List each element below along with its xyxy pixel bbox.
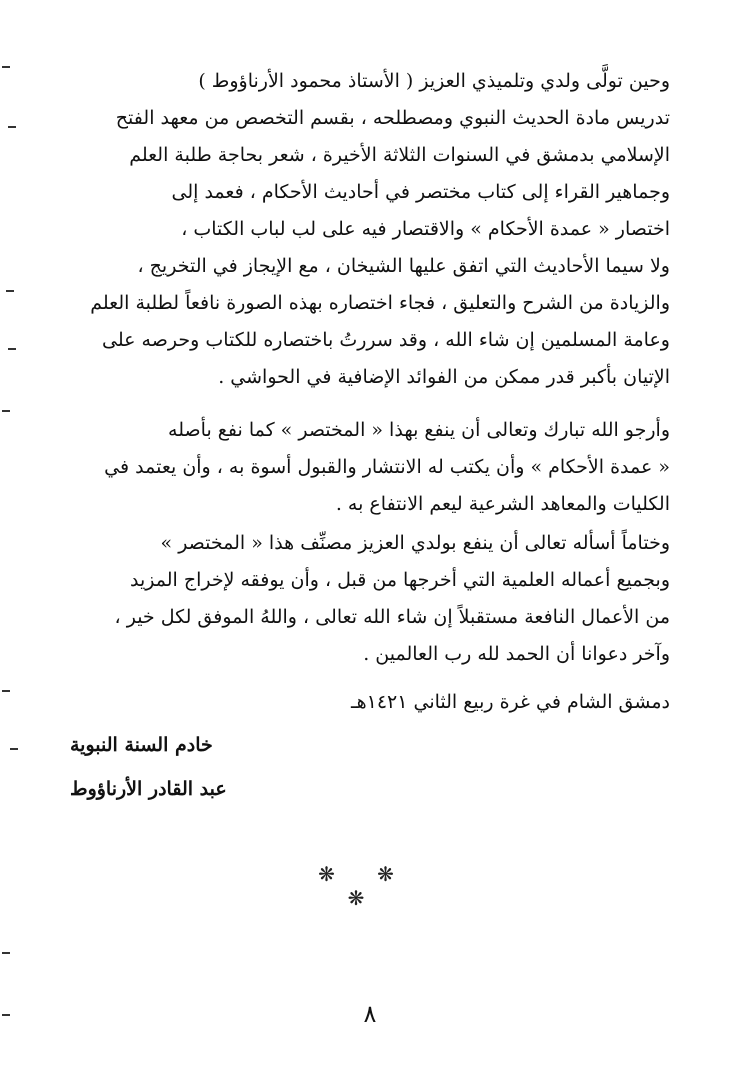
scan-edge-mark — [2, 1014, 10, 1016]
text-line: وختاماً أسأله تعالى أن ينفع بولدي العزيز مصنِّف هذا « المختصر » — [160, 532, 670, 554]
text-line: والزيادة من الشرح والتعليق ، فجاء اختصاره بهذه الصورة نافعاً لطلبة العلم — [90, 292, 670, 314]
text-line: وحين تولَّى ولدي وتلميذي العزيز ( الأستاذ محمود الأرناؤوط ) — [198, 70, 670, 92]
scan-edge-mark — [8, 126, 16, 128]
text-line: وبجميع أعماله العلمية التي أخرجها من قبل ، وأن يوفقه لإخراج المزيد — [130, 569, 670, 591]
text-line: الكليات والمعاهد الشرعية ليعم الانتفاع به . — [335, 493, 670, 515]
text-line: تدريس مادة الحديث النبوي ومصطلحه ، بقسم التخصص من معهد الفتح — [115, 107, 670, 129]
text-line: وعامة المسلمين إن شاء الله ، وقد سررتُ باختصاره للكتاب وحرصه على — [102, 329, 670, 351]
section-divider-ornament: ❋ ❋ ❋ — [318, 862, 412, 910]
text-line: اختصار « عمدة الأحكام » والاقتصار فيه على لب لباب الكتاب ، — [181, 218, 670, 240]
paragraph-hope — [70, 412, 670, 523]
scan-edge-mark — [2, 410, 10, 412]
scan-edge-mark — [10, 748, 18, 750]
scan-edge-mark — [2, 690, 10, 692]
paragraph-introduction — [70, 63, 670, 396]
text-line: الإتيان بأكبر قدر ممكن من الفوائد الإضافية في الحواشي . — [218, 366, 670, 388]
text-line: وأرجو الله تبارك وتعالى أن ينفع بهذا « المختصر » كما نفع بأصله — [168, 419, 670, 441]
text-line: ولا سيما الأحاديث التي اتفق عليها الشيخان ، مع الإيجاز في التخريج ، — [137, 255, 670, 277]
signature-title: خادم السنة النبوية — [70, 734, 213, 756]
date-location-line: دمشق الشام في غرة ربيع الثاني ١٤٢١هـ — [351, 691, 670, 713]
paragraph-closing — [70, 525, 670, 673]
text-line: الإسلامي بدمشق في السنوات الثلاثة الأخيرة ، شعر بحاجة طلبة العلم — [129, 144, 670, 166]
signature-name: عبد القادر الأرناؤوط — [70, 778, 227, 800]
scan-edge-mark — [2, 66, 10, 68]
text-line: وجماهير القراء إلى كتاب مختصر في أحاديث الأحكام ، فعمد إلى — [171, 181, 670, 203]
scan-edge-mark — [8, 348, 16, 350]
page-number: ٨ — [363, 1000, 377, 1028]
text-line: وآخر دعوانا أن الحمد لله رب العالمين . — [363, 643, 670, 665]
scan-edge-mark — [2, 952, 10, 954]
text-line: « عمدة الأحكام » وأن يكتب له الانتشار والقبول أسوة به ، وأن يعتمد في — [104, 456, 670, 478]
text-line: من الأعمال النافعة مستقبلاً إن شاء الله تعالى ، واللهُ الموفق لكل خير ، — [114, 606, 670, 628]
scan-edge-mark — [6, 290, 14, 292]
